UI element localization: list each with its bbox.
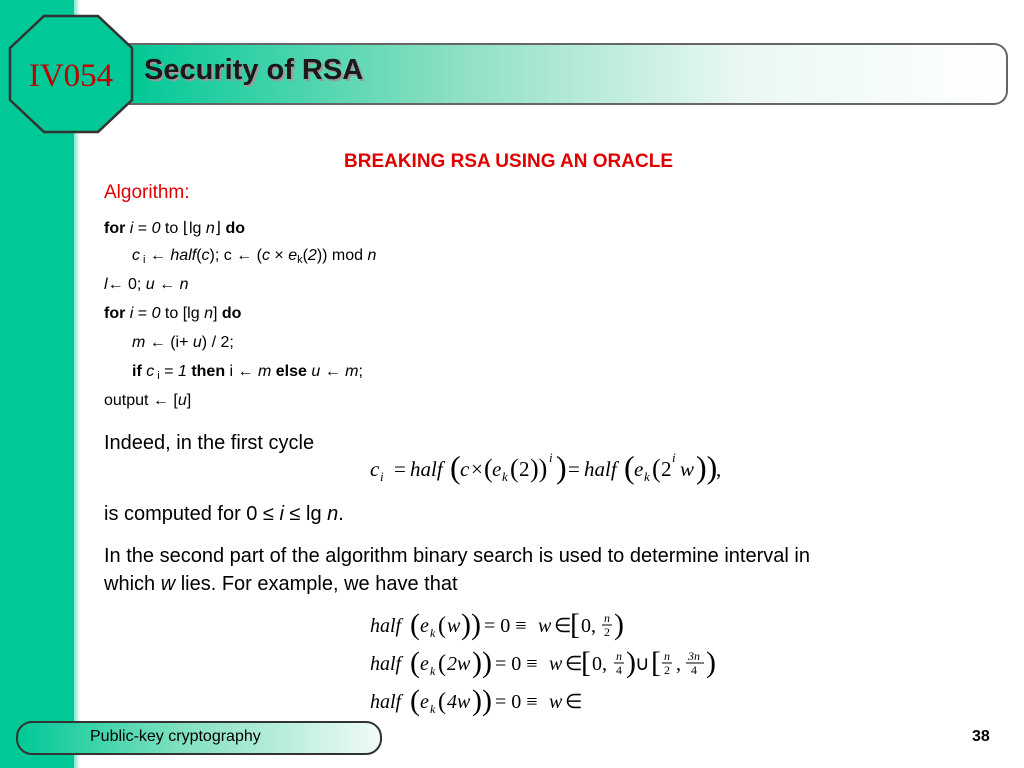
f1-sub-k: k <box>502 469 508 484</box>
var: n <box>204 305 213 322</box>
f1-eq2: = <box>568 457 580 481</box>
f4-4w: 4w <box>447 691 471 713</box>
page-title: Security of RSA <box>144 54 364 86</box>
f2-w2: w <box>538 615 552 637</box>
f1-sup-i2: i <box>672 450 676 465</box>
keyword-do: do <box>225 220 245 237</box>
f2-paren: ( <box>438 613 446 639</box>
var: c <box>261 247 270 264</box>
algo-line-2 <box>132 247 376 266</box>
f3-paren: ) <box>706 646 716 679</box>
f1-half2: half <box>584 457 617 481</box>
section-heading: BREAKING RSA USING AN ORACLE <box>344 151 673 172</box>
text: output ← [ <box>104 392 178 409</box>
text: . <box>338 503 344 525</box>
algo-line-4 <box>104 305 241 323</box>
f1-paren: ( <box>510 454 519 483</box>
var: n <box>367 247 377 264</box>
text: ( <box>302 247 308 264</box>
keyword-else: else <box>275 363 307 380</box>
f2-paren: )) <box>461 608 481 641</box>
f3-frac2-n: n <box>664 649 670 663</box>
f2-sub-k: k <box>430 626 436 640</box>
var: u <box>145 276 155 293</box>
f1-paren: )) <box>696 449 718 485</box>
text: ] <box>186 392 192 409</box>
algo-line-6 <box>132 363 363 382</box>
f4-paren: ( <box>410 684 420 717</box>
text: ← <box>320 363 346 380</box>
text: ← <box>154 276 180 293</box>
second-part-line-1: In the second part of the algorithm binary search is used to determine interval in <box>104 545 810 567</box>
keyword-for: for <box>104 305 126 322</box>
var: l <box>104 276 108 293</box>
f3-bracket: [ <box>651 646 661 679</box>
second-part-line-2 <box>104 573 458 596</box>
f1-sup-i: i <box>549 450 553 465</box>
f1-two: 2 <box>519 457 530 481</box>
f3-paren: ) <box>626 646 636 679</box>
f3-bracket: [ <box>581 646 591 679</box>
f3-frac2-d: 2 <box>664 663 670 677</box>
text: which <box>104 573 161 595</box>
text: × <box>269 247 289 264</box>
f1-e2: e <box>634 457 644 481</box>
f2-eq: = 0 ≡ <box>484 615 527 637</box>
text: = <box>133 305 152 322</box>
var: i <box>279 503 284 525</box>
keyword-for: for <box>104 220 126 237</box>
var: n <box>327 503 339 525</box>
f3-w2: w <box>549 653 563 675</box>
text: ← 0; <box>107 276 146 293</box>
f1-times: × <box>471 457 483 481</box>
f1-w: w <box>680 457 695 481</box>
indeed-text: Indeed, in the first cycle <box>104 432 315 454</box>
f3-cup: ∪ <box>635 653 650 675</box>
f1-e: e <box>492 457 502 481</box>
f3-in: ∈ <box>565 653 583 675</box>
algo-line-3 <box>104 276 189 294</box>
var: i <box>129 305 134 322</box>
f1-paren: ( <box>652 454 661 483</box>
f2-in: ∈ <box>554 615 572 637</box>
f1-paren: ( <box>624 449 635 485</box>
keyword-if: if <box>132 363 142 380</box>
text: ) / 2; <box>201 334 234 351</box>
algorithm-label: Algorithm: <box>104 182 190 203</box>
keyword-then: then <box>191 363 226 380</box>
f1-c: c <box>370 457 380 481</box>
f4-eq: = 0 ≡ <box>495 691 538 713</box>
f1-paren: ) <box>556 449 567 485</box>
f2-bracket: [ <box>570 608 580 641</box>
f1-paren: )) <box>530 454 548 483</box>
f3-2w: 2w <box>447 653 471 675</box>
f1-paren: ( <box>484 454 493 483</box>
text: to ⌊lg <box>160 220 206 237</box>
f3-frac1-d: 4 <box>616 663 622 677</box>
text: )) mod <box>316 247 368 264</box>
logo-octagon <box>8 14 134 134</box>
algo-line-1 <box>104 218 245 238</box>
formula-half-2w <box>360 642 740 682</box>
f2-paren: ( <box>410 608 420 641</box>
f4-in: ∈ <box>565 691 583 713</box>
f3-frac3-n: 3n <box>688 649 700 663</box>
var: n <box>205 220 215 237</box>
f3-frac3-d: 4 <box>691 663 697 677</box>
f1-eq: = <box>394 457 406 481</box>
algo-line-5 <box>132 334 234 352</box>
f3-zero: 0, <box>592 653 607 675</box>
var: m <box>345 363 359 380</box>
page-number: 38 <box>972 728 990 745</box>
var: half <box>170 247 197 264</box>
var: i <box>129 220 134 237</box>
f1-comma: , <box>716 457 722 481</box>
f3-comma: , <box>676 653 681 675</box>
text: ← <box>145 247 171 264</box>
var: c <box>132 247 140 264</box>
var: 0 <box>151 220 161 237</box>
var: e <box>288 247 298 264</box>
text: i ← <box>225 363 258 380</box>
f3-eq: = 0 ≡ <box>495 653 538 675</box>
f3-frac1-n: n <box>616 649 622 663</box>
text: ] <box>212 305 222 322</box>
text: ( <box>196 247 202 264</box>
text: ← (i+ <box>145 334 193 351</box>
var: c <box>201 247 210 264</box>
f4-paren: )) <box>472 684 492 717</box>
formula-first-cycle <box>360 446 740 492</box>
f2-e: e <box>420 615 429 637</box>
keyword-do: do <box>221 305 242 322</box>
var: 1 <box>177 363 187 380</box>
var: m <box>132 334 146 351</box>
f2-zero: 0, <box>581 615 596 637</box>
f3-half: half <box>370 653 402 675</box>
f2-frac-n: n <box>604 611 610 625</box>
text: lies. For example, we have that <box>175 573 458 595</box>
algo-line-7 <box>104 392 191 410</box>
text: ); c ← ( <box>209 247 262 264</box>
f2-w: w <box>447 615 461 637</box>
f1-two2: 2 <box>661 457 672 481</box>
f4-w2: w <box>549 691 563 713</box>
f1-c2: c <box>460 457 470 481</box>
var: 0 <box>151 305 161 322</box>
subscript: i <box>140 254 146 266</box>
formula-half-w <box>360 604 660 644</box>
text: = <box>159 363 178 380</box>
f3-paren: )) <box>472 646 492 679</box>
var: 2 <box>307 247 317 264</box>
var: c <box>146 363 155 380</box>
logo-text: IV054 <box>28 58 114 94</box>
f3-paren: ( <box>410 646 420 679</box>
f2-half: half <box>370 615 402 637</box>
var: u <box>192 334 202 351</box>
f1-sub-i: i <box>380 469 384 484</box>
text: ; <box>358 363 363 380</box>
f4-sub-k: k <box>430 702 436 716</box>
text: ≤ lg <box>283 503 328 525</box>
f3-e: e <box>420 653 429 675</box>
f3-paren: ( <box>438 651 446 677</box>
var: m <box>258 363 272 380</box>
f4-paren: ( <box>438 689 446 715</box>
text: to [lg <box>160 305 205 322</box>
footer-course: Public-key cryptography <box>90 728 261 745</box>
var: w <box>160 573 176 595</box>
var: u <box>177 392 187 409</box>
f4-half: half <box>370 691 402 713</box>
f1-paren: ( <box>450 449 461 485</box>
formula-half-4w <box>360 680 620 720</box>
text: is computed for 0 ≤ <box>104 503 280 525</box>
var: u <box>311 363 321 380</box>
f3-sub-k: k <box>430 664 436 678</box>
subscript: k <box>297 254 303 266</box>
f4-e: e <box>420 691 429 713</box>
f1-half: half <box>410 457 443 481</box>
var: n <box>179 276 189 293</box>
f2-paren: ) <box>614 608 624 641</box>
text: ⌋ <box>214 220 226 237</box>
f2-frac-d: 2 <box>604 625 610 639</box>
f1-sub-k2: k <box>644 469 650 484</box>
computed-text <box>104 503 344 526</box>
subscript: i <box>154 370 160 382</box>
text: = <box>133 220 152 237</box>
